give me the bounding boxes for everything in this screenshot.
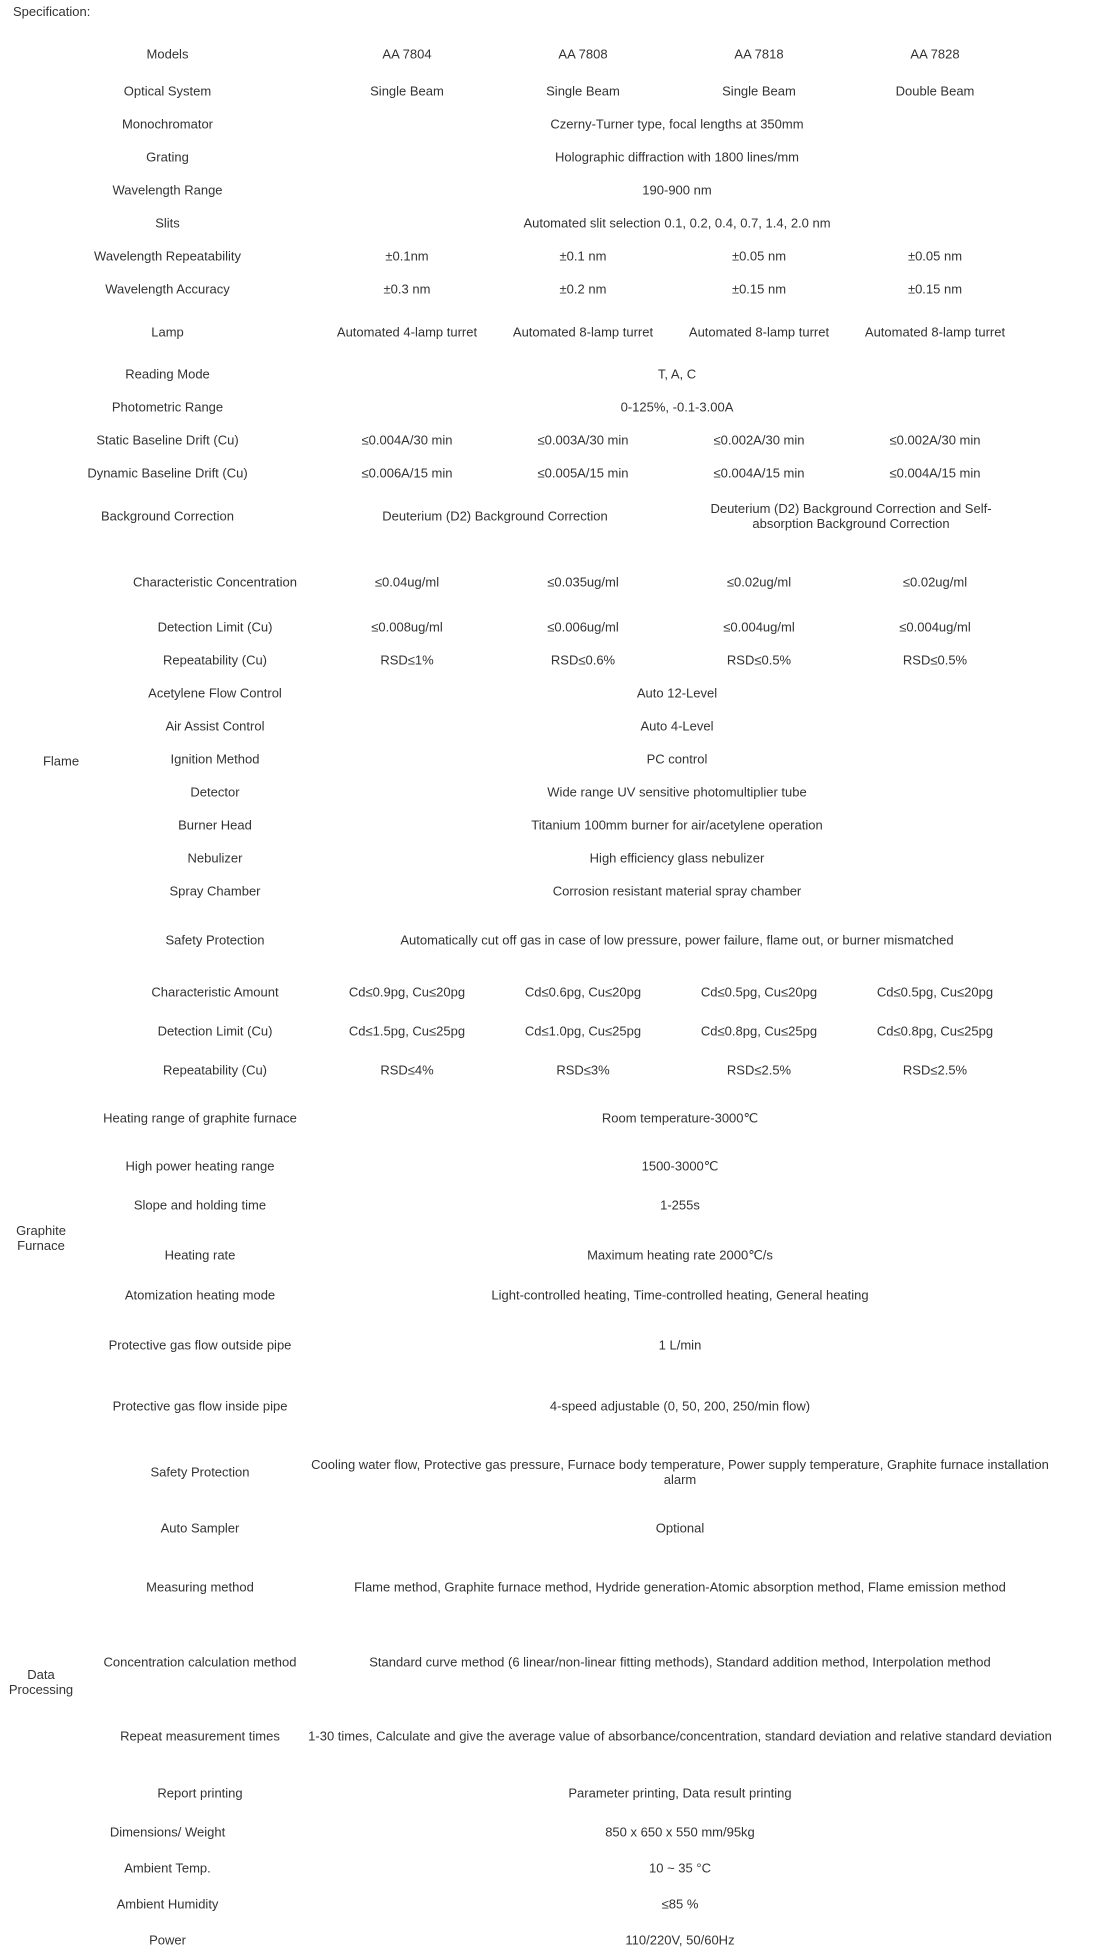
row-value-detection-limit-cu-4: ≤0.004ug/ml (899, 619, 971, 635)
row-value-reading-mode-1: T, A, C (657, 366, 697, 382)
row-label-nebulizer: Nebulizer (187, 850, 243, 866)
row-value-characteristic-amount-2: Cd≤0.6pg, Cu≤20pg (524, 984, 642, 1000)
row-value-optical-system-3: Single Beam (722, 83, 796, 99)
row-value-wavelength-accuracy-4: ±0.15 nm (907, 281, 963, 297)
row-label-protective-gas-flow-outside-pipe: Protective gas flow outside pipe (108, 1337, 292, 1353)
row-value-static-baseline-drift-cu-3: ≤0.002A/30 min (713, 432, 805, 448)
row-value-air-assist-control-1: Auto 4-Level (640, 718, 714, 734)
row-value-wavelength-repeatability-4: ±0.05 nm (907, 248, 963, 264)
row-label-acetylene-flow-control: Acetylene Flow Control (148, 685, 282, 701)
row-value-lamp-3: Automated 8-lamp turret (688, 324, 830, 340)
row-label-burner-head: Burner Head (178, 817, 252, 833)
row-value-wavelength-accuracy-2: ±0.2 nm (559, 281, 607, 297)
row-label-heating-rate: Heating rate (164, 1247, 236, 1263)
row-label-safety-protection: Safety Protection (150, 1464, 250, 1480)
row-label-spray-chamber: Spray Chamber (169, 883, 261, 899)
row-label-repeatability-cu: Repeatability (Cu) (162, 652, 268, 668)
row-value-optical-system-4: Double Beam (895, 83, 975, 99)
row-value-spray-chamber-1: Corrosion resistant material spray chamber (552, 883, 802, 899)
row-value-burner-head-1: Titanium 100mm burner for air/acetylene operation (531, 817, 823, 833)
row-label-detection-limit-cu: Detection Limit (Cu) (157, 619, 273, 635)
row-value-ambient-temp-1: 10 ~ 35 °C (649, 1860, 711, 1876)
row-label-slits: Slits (155, 215, 180, 231)
row-value-heating-range-of-graphite-furnace-1: Room temperature-3000℃ (601, 1110, 759, 1126)
row-value-concentration-calculation-method-1: Standard curve method (6 linear/non-linear fitting methods), Standard addition method, Interpolation method (369, 1654, 991, 1670)
row-label-photometric-range: Photometric Range (111, 399, 224, 415)
row-label-reading-mode: Reading Mode (125, 366, 210, 382)
row-label-atomization-heating-mode: Atomization heating mode (124, 1287, 276, 1303)
row-value-detection-limit-cu-3: ≤0.004ug/ml (723, 619, 795, 635)
row-value-nebulizer-1: High efficiency glass nebulizer (589, 850, 765, 866)
row-label-concentration-calculation-method: Concentration calculation method (103, 1654, 297, 1670)
row-value-characteristic-concentration-1: ≤0.04ug/ml (374, 574, 440, 590)
row-label-safety-protection: Safety Protection (165, 932, 265, 948)
row-value-static-baseline-drift-cu-4: ≤0.002A/30 min (889, 432, 981, 448)
row-label-wavelength-range: Wavelength Range (112, 182, 223, 198)
row-value-photometric-range-1: 0-125%, -0.1-3.00A (620, 399, 734, 415)
row-label-high-power-heating-range: High power heating range (125, 1158, 275, 1174)
row-value-wavelength-repeatability-2: ±0.1 nm (559, 248, 607, 264)
group-data-processing: Data Processing (8, 1667, 74, 1697)
row-label-dimensions-weight: Dimensions/ Weight (109, 1824, 226, 1840)
row-value-detection-limit-cu-1: Cd≤1.5pg, Cu≤25pg (348, 1023, 466, 1039)
row-value-safety-protection-1: Automatically cut off gas in case of low pressure, power failure, flame out, or burner mismatched (400, 932, 954, 948)
row-value-repeatability-cu-1: RSD≤1% (380, 652, 434, 668)
row-value-characteristic-concentration-4: ≤0.02ug/ml (902, 574, 968, 590)
row-value-characteristic-amount-1: Cd≤0.9pg, Cu≤20pg (348, 984, 466, 1000)
row-label-protective-gas-flow-inside-pipe: Protective gas flow inside pipe (112, 1398, 288, 1414)
row-value-wavelength-repeatability-3: ±0.05 nm (731, 248, 787, 264)
row-value-high-power-heating-range-1: 1500-3000℃ (641, 1158, 719, 1174)
row-value-detection-limit-cu-1: ≤0.008ug/ml (371, 619, 443, 635)
row-value-auto-sampler-1: Optional (655, 1520, 705, 1536)
row-value-power-1: 110/220V, 50/60Hz (625, 1932, 735, 1948)
row-value-monochromator-1: Czerny-Turner type, focal lengths at 350mm (550, 116, 804, 132)
row-value-characteristic-concentration-3: ≤0.02ug/ml (726, 574, 792, 590)
row-value-heating-rate-1: Maximum heating rate 2000℃/s (587, 1247, 773, 1263)
row-value-repeatability-cu-3: RSD≤2.5% (726, 1062, 792, 1078)
row-value-repeatability-cu-1: RSD≤4% (380, 1062, 434, 1078)
row-label-detection-limit-cu: Detection Limit (Cu) (157, 1023, 273, 1039)
row-label-detector: Detector (190, 784, 240, 800)
row-value-safety-protection-1: Cooling water flow, Protective gas pressure, Furnace body temperature, Power supply temperature, Graphite furnace installation alarm (311, 1457, 1049, 1487)
row-value-static-baseline-drift-cu-2: ≤0.003A/30 min (537, 432, 629, 448)
row-value-measuring-method-1: Flame method, Graphite furnace method, Hydride generation-Atomic absorption method, Flame emission method (354, 1579, 1006, 1595)
row-label-wavelength-accuracy: Wavelength Accuracy (105, 281, 230, 297)
row-value-dynamic-baseline-drift-cu-1: ≤0.006A/15 min (361, 465, 453, 481)
row-value-optical-system-2: Single Beam (546, 83, 620, 99)
row-value-models-4: AA 7828 (910, 46, 960, 62)
row-value-lamp-1: Automated 4-lamp turret (336, 324, 478, 340)
row-label-ambient-humidity: Ambient Humidity (116, 1896, 219, 1912)
row-value-ambient-humidity-1: ≤85 % (661, 1896, 699, 1912)
row-label-air-assist-control: Air Assist Control (165, 718, 265, 734)
row-label-heating-range-of-graphite-furnace: Heating range of graphite furnace (103, 1110, 297, 1126)
row-label-dynamic-baseline-drift-cu: Dynamic Baseline Drift (Cu) (87, 465, 248, 481)
row-label-repeatability-cu: Repeatability (Cu) (162, 1062, 268, 1078)
row-label-ambient-temp: Ambient Temp. (124, 1860, 211, 1876)
row-label-report-printing: Report printing (157, 1785, 243, 1801)
row-value-wavelength-accuracy-1: ±0.3 nm (383, 281, 431, 297)
row-label-models: Models (146, 46, 189, 62)
row-value-lamp-4: Automated 8-lamp turret (864, 324, 1006, 340)
row-value-detection-limit-cu-3: Cd≤0.8pg, Cu≤25pg (700, 1023, 818, 1039)
row-label-characteristic-concentration: Characteristic Concentration (132, 574, 298, 590)
row-value-background-correction-2: Deuterium (D2) Background Correction and Self-absorption Background Correction (710, 501, 992, 531)
row-label-auto-sampler: Auto Sampler (160, 1520, 240, 1536)
row-label-monochromator: Monochromator (121, 116, 214, 132)
group-graphite-furnace: Graphite Furnace (16, 1223, 66, 1253)
row-value-repeatability-cu-2: RSD≤3% (556, 1062, 610, 1078)
row-value-dynamic-baseline-drift-cu-3: ≤0.004A/15 min (713, 465, 805, 481)
row-label-characteristic-amount: Characteristic Amount (151, 984, 279, 1000)
row-value-detection-limit-cu-2: Cd≤1.0pg, Cu≤25pg (524, 1023, 642, 1039)
row-value-models-2: AA 7808 (558, 46, 608, 62)
row-value-models-3: AA 7818 (734, 46, 784, 62)
row-value-protective-gas-flow-inside-pipe-1: 4-speed adjustable (0, 50, 200, 250/min flow) (549, 1398, 811, 1414)
row-value-grating-1: Holographic diffraction with 1800 lines/mm (555, 149, 799, 165)
row-value-lamp-2: Automated 8-lamp turret (512, 324, 654, 340)
row-value-protective-gas-flow-outside-pipe-1: 1 L/min (658, 1337, 702, 1353)
row-value-detection-limit-cu-4: Cd≤0.8pg, Cu≤25pg (876, 1023, 994, 1039)
row-value-dimensions-weight-1: 850 x 650 x 550 mm/95kg (605, 1824, 755, 1840)
row-label-measuring-method: Measuring method (146, 1579, 254, 1595)
row-value-repeatability-cu-4: RSD≤2.5% (902, 1062, 968, 1078)
row-value-wavelength-accuracy-3: ±0.15 nm (731, 281, 787, 297)
row-label-static-baseline-drift-cu: Static Baseline Drift (Cu) (96, 432, 239, 448)
row-value-ignition-method-1: PC control (646, 751, 708, 767)
row-value-report-printing-1: Parameter printing, Data result printing (568, 1785, 792, 1801)
row-value-repeatability-cu-2: RSD≤0.6% (550, 652, 616, 668)
group-flame: Flame (42, 753, 80, 769)
row-value-slope-and-holding-time-1: 1-255s (660, 1197, 700, 1213)
row-label-lamp: Lamp (151, 324, 184, 340)
row-label-power: Power (149, 1932, 186, 1948)
row-value-wavelength-range-1: 190-900 nm (642, 182, 712, 198)
row-value-optical-system-1: Single Beam (370, 83, 444, 99)
row-value-static-baseline-drift-cu-1: ≤0.004A/30 min (361, 432, 453, 448)
row-value-repeatability-cu-3: RSD≤0.5% (726, 652, 792, 668)
row-value-detector-1: Wide range UV sensitive photomultiplier tube (547, 784, 807, 800)
row-label-background-correction: Background Correction (101, 508, 234, 524)
row-label-slope-and-holding-time: Slope and holding time (133, 1197, 267, 1213)
row-value-detection-limit-cu-2: ≤0.006ug/ml (547, 619, 619, 635)
row-value-characteristic-amount-4: Cd≤0.5pg, Cu≤20pg (876, 984, 994, 1000)
spec-heading: Specification: (13, 4, 91, 19)
row-label-ignition-method: Ignition Method (170, 751, 260, 767)
row-value-repeat-measurement-times-1: 1-30 times, Calculate and give the average value of absorbance/concentration, standard deviation and relative standard deviation (308, 1728, 1052, 1744)
row-value-acetylene-flow-control-1: Auto 12-Level (636, 685, 718, 701)
row-value-slits-1: Automated slit selection 0.1, 0.2, 0.4, 0.7, 1.4, 2.0 nm (523, 215, 831, 231)
row-value-repeatability-cu-4: RSD≤0.5% (902, 652, 968, 668)
row-value-dynamic-baseline-drift-cu-2: ≤0.005A/15 min (537, 465, 629, 481)
row-value-atomization-heating-mode-1: Light-controlled heating, Time-controlled heating, General heating (491, 1287, 869, 1303)
row-value-models-1: AA 7804 (382, 46, 432, 62)
row-label-wavelength-repeatability: Wavelength Repeatability (94, 248, 241, 264)
row-label-optical-system: Optical System (123, 83, 212, 99)
row-label-grating: Grating (146, 149, 189, 165)
row-value-wavelength-repeatability-1: ±0.1nm (385, 248, 429, 264)
row-value-dynamic-baseline-drift-cu-4: ≤0.004A/15 min (889, 465, 981, 481)
row-value-characteristic-concentration-2: ≤0.035ug/ml (547, 574, 619, 590)
row-label-repeat-measurement-times: Repeat measurement times (120, 1728, 280, 1744)
row-value-characteristic-amount-3: Cd≤0.5pg, Cu≤20pg (700, 984, 818, 1000)
row-value-background-correction-1: Deuterium (D2) Background Correction (382, 508, 608, 524)
